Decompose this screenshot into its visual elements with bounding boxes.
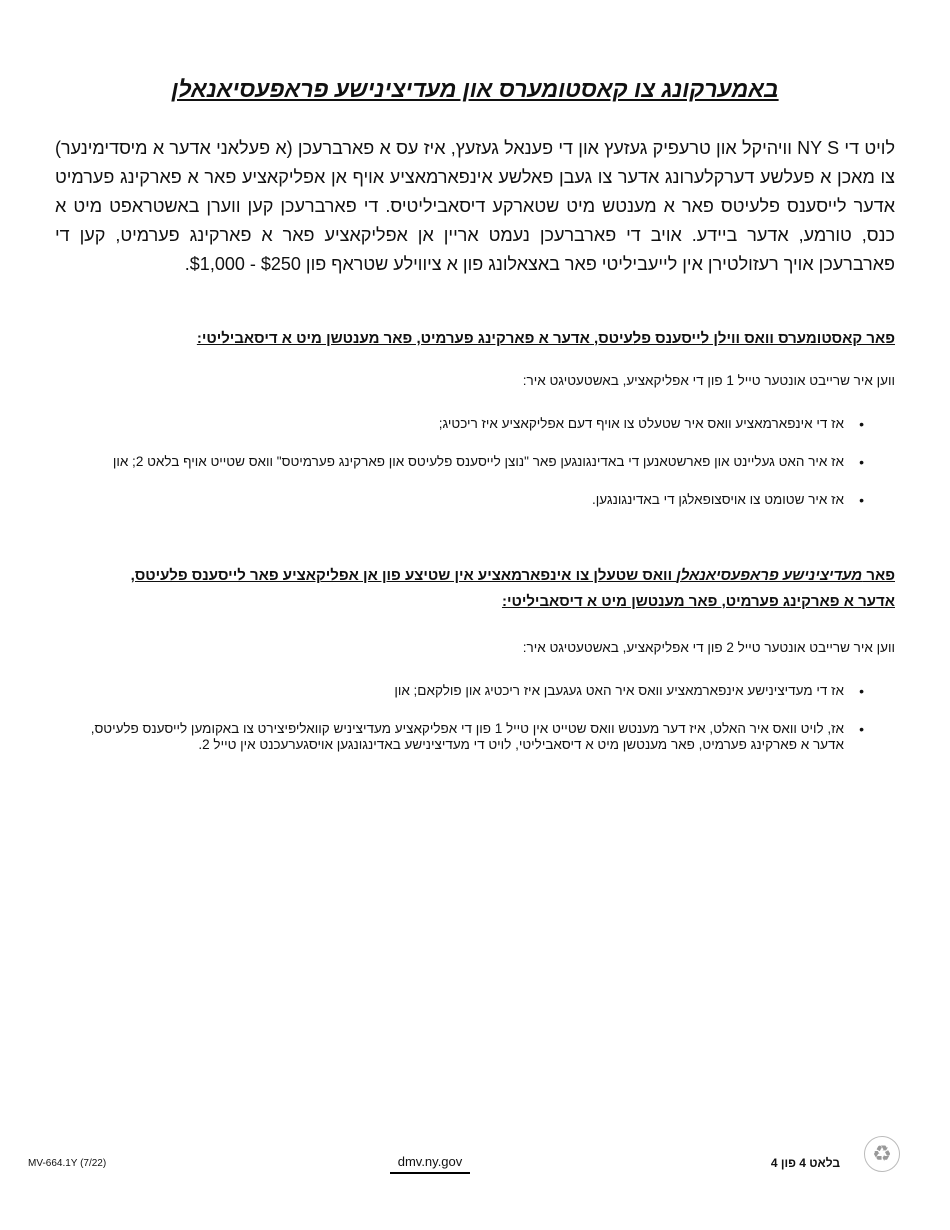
list-item: • אז איר שטומט צו אויסצופאלגן די באדינגונגען. [80, 492, 870, 508]
section2-lead: ווען איר שרייבט אונטער טייל 2 פון די אפליקאציע, באשטעטיגט איר: [522, 640, 895, 655]
section1-heading: פאר קאסטומערס וואס ווילן לייסענס פלעיטס, אדער א פארקינג פערמיט, פאר מענטשן מיט א דיסאביליטי: [196, 330, 895, 347]
section1-list [80, 416, 870, 530]
list-item: • אז, לויט וואס איר האלט, איז דער מענטש וואס שטייט אין טייל 1 פון די אפליקאציע מעדיציניש קוואליפיצירט צו באקומען לייסענס פלעיטס, אדער א פארקינג פערמיט, פאר מענטשן מיט א דיסאביליטי, לויט די מעדיצינישע באדינגונגען אויסגערעכנט אין טייל 2. [80, 721, 870, 753]
website-link[interactable]: dmv.ny.gov [390, 1154, 470, 1174]
section2-heading [100, 563, 895, 615]
list-item: • אז די אינפארמאציע וואס איר שטעלט צו אויף דעם אפליקאציע איז ריכטיג; [80, 416, 870, 432]
page-number: בלאט 4 פון 4 [770, 1156, 840, 1170]
heading-italic-text: מעדיצינישע פראפעסיאנאלן [676, 567, 863, 584]
section1-lead: ווען איר שרייבט אונטער טייל 1 פון די אפליקאציע, באשטעטיגט איר: [522, 373, 895, 388]
recycle-logo-icon: ♻ [864, 1136, 900, 1172]
page-title: באמערקונג צו קאסטומערס און מעדיצינישע פראפעסיאנאלן [171, 76, 779, 102]
section2-list [80, 683, 870, 775]
intro-paragraph: לויט די NY S וויהיקל און טרעפיק געזעץ און די פענאל געזעץ, איז עס א פארברעכן (א פעלאני אדער א מיסדימינער) צו מאכן א פעלשע דערקלערונג אדער צו געבן פאלשע אינפארמאציע אויף אן אפליקאציע פאר א פארקינג פערמיט אדער לייסענס פלעיטס פאר א מענטש מיט שטארקע דיסאביליטיס. די פארברעכן קען ווערן באשטראפט מיט א כנס, טורמע, אדער ביידע. אויב די פארברעכן נעמט אריין אן אפליקאציע פאר א פארקינג פערמיט, קען די פארברעכן אויך רעזולטירן אין לייעביליטי פאר באצאלונג פון א ציווילע שטראף פון $250 - $1,000. [55, 138, 895, 274]
heading-text: פאר [862, 567, 895, 584]
footer [0, 1141, 950, 1180]
form-number: MV-664.1Y (7/22) [28, 1158, 107, 1169]
list-item: • אז די מעדיצינישע אינפארמאציע וואס איר האט געגעבן איז ריכטיג און פולקאם; און [80, 683, 870, 699]
list-item: • אז איר האט געליינט און פארשטאנען די באדינגונגען פאר "נוצן לייסענס פלעיטס און פארקינג פערמיטס" וואס שטייט אויף בלאט 2; און [80, 454, 870, 470]
heading-text: וואס שטעלן צו אינפארמאציע אין שטיצע פון אן אפליקאציע פאר לייסענס פלעיטס, אדער א פארקינג פערמיט, פאר מענטשן מיט א דיסאביליטי: [130, 567, 895, 610]
